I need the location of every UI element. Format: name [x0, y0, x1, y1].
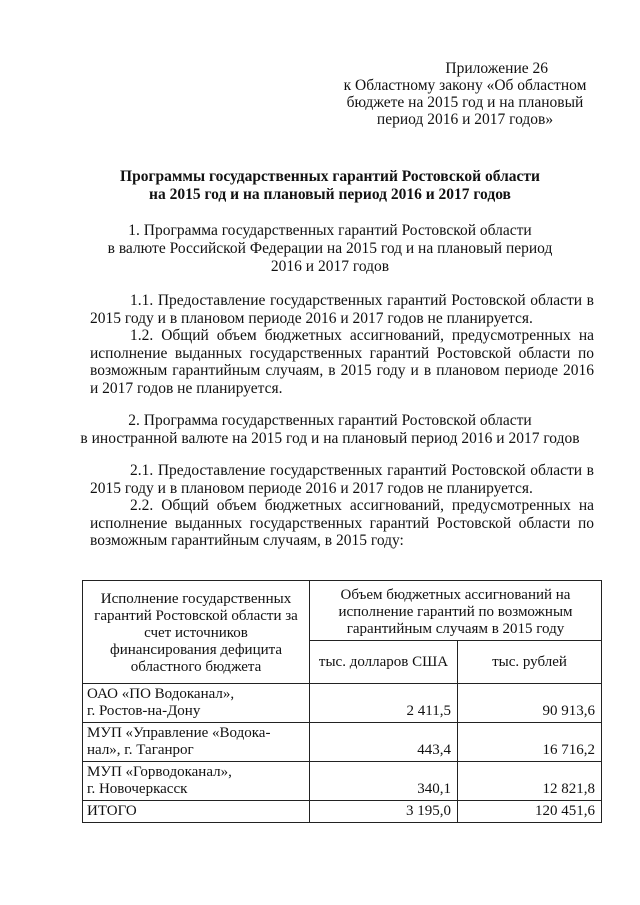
row-rub: 12 821,8	[458, 762, 602, 801]
table-total-row	[83, 801, 602, 823]
header-rub: тыс. рублей	[458, 641, 602, 684]
table-row	[83, 723, 602, 762]
row-usd: 443,4	[310, 723, 458, 762]
paragraph-1-1: 1.1. Предоставление государственных гарантий Ростовской области в 2015 году и в плановом периоде 2016 и 2017 годов не планируется.	[90, 292, 594, 327]
title-line: Программы государственных гарантий Ростовской области	[120, 168, 540, 185]
row-name-line: МУП «Горводоканал»,	[87, 764, 232, 780]
total-label: ИТОГО	[83, 801, 310, 823]
row-usd: 340,1	[310, 762, 458, 801]
row-name-line: нал», г. Таганрог	[87, 742, 194, 758]
table-header-row	[83, 581, 602, 641]
heading-line: 1. Программа государственных гарантий Ростовской области	[128, 222, 532, 239]
appendix-law-line: период 2016 и 2017 годов»	[376, 111, 554, 128]
guarantee-table	[82, 580, 602, 823]
section2-body	[90, 462, 594, 550]
row-usd: 2 411,5	[310, 684, 458, 723]
header-usd: тыс. долларов США	[310, 641, 458, 684]
paragraph-1-2: 1.2. Общий объем бюджетных ассигнований, предусмотренных на исполнение выданных государственных гарантий Ростовской области по возможным гарантийным случаям, в 2015 году и в плановом периоде 2016 и 2017 годов не планируется.	[90, 327, 594, 397]
heading-line: в валюте Российской Федерации на 2015 год и на плановый период	[107, 240, 553, 257]
table-row	[83, 762, 602, 801]
appendix-law-line: к Областному закону «Об областном	[343, 77, 587, 94]
appendix-number: Приложение 26	[445, 60, 548, 77]
document-title	[60, 168, 600, 204]
row-rub: 16 716,2	[458, 723, 602, 762]
row-name-line: МУП «Управление «Водока-	[87, 725, 271, 741]
section1-heading	[70, 222, 590, 276]
table-row	[83, 684, 602, 723]
title-line: на 2015 год и на плановый период 2016 и 2017 годов	[149, 186, 511, 203]
row-name-line: г. Ростов-на-Дону	[87, 703, 201, 719]
row-name-line: ОАО «ПО Водоканал»,	[87, 686, 235, 702]
heading-line: 2016 и 2017 годов	[270, 258, 390, 275]
row-rub: 90 913,6	[458, 684, 602, 723]
row-name	[83, 684, 310, 723]
header-execution: Исполнение государственных гарантий Ростовской области за счет источников финансирования дефицита областного бюджета	[83, 581, 310, 684]
section2-heading	[70, 412, 590, 448]
row-name	[83, 723, 310, 762]
heading-line: 2. Программа государственных гарантий Ростовской области	[128, 412, 532, 429]
heading-line: в иностранной валюте на 2015 год и на плановый период 2016 и 2017 годов	[80, 430, 580, 447]
appendix-law-line: бюджете на 2015 год и на плановый	[346, 94, 584, 111]
total-rub: 120 451,6	[458, 801, 602, 823]
appendix-note	[330, 60, 600, 128]
paragraph-2-2: 2.2. Общий объем бюджетных ассигнований, предусмотренных на исполнение выданных государственных гарантий Ростовской области по возможным гарантийным случаям, в 2015 году:	[90, 497, 594, 549]
paragraph-2-1: 2.1. Предоставление государственных гарантий Ростовской области в 2015 году и в плановом периоде 2016 и 2017 годов не планируется.	[90, 462, 594, 497]
row-name-line: г. Новочеркасск	[87, 781, 188, 797]
total-usd: 3 195,0	[310, 801, 458, 823]
header-budget-volume: Объем бюджетных ассигнований на исполнение гарантий по возможным гарантийным случаям в 2015 году	[310, 581, 602, 641]
row-name	[83, 762, 310, 801]
section1-body	[90, 292, 594, 397]
